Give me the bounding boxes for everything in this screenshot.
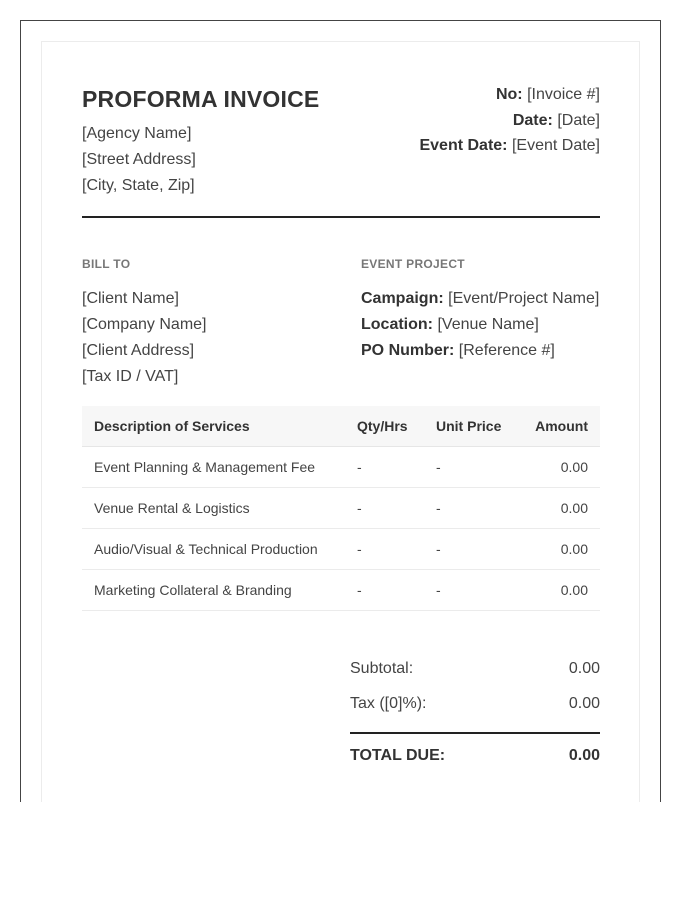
header-divider — [82, 216, 600, 218]
subtotal-label: Subtotal: — [350, 660, 414, 677]
client-address: [Client Address] — [82, 342, 195, 359]
invoice-number-label: No: — [495, 86, 523, 103]
po-number-value: [Reference #] — [458, 342, 555, 359]
total-due-row — [350, 734, 600, 774]
event-date-row — [419, 133, 600, 159]
table-header-row — [82, 406, 600, 447]
agency-street: [Street Address] — [82, 151, 196, 168]
row-amount: 0.00 — [516, 570, 600, 611]
row-amount: 0.00 — [516, 529, 600, 570]
bill-to-section — [82, 251, 207, 390]
invoice-header — [82, 82, 600, 216]
table-row — [82, 529, 600, 570]
event-project-heading: EVENT PROJECT — [361, 257, 465, 271]
row-description: Marketing Collateral & Branding — [82, 570, 357, 611]
row-description: Event Planning & Management Fee — [82, 447, 357, 488]
po-number-row — [361, 338, 599, 364]
header-description: Description of Services — [82, 406, 357, 447]
invoice-date-label: Date: — [512, 111, 553, 129]
row-qty: - — [357, 570, 436, 611]
po-number-label: PO Number: — [361, 342, 455, 359]
tax-row — [350, 690, 600, 725]
campaign-value: [Event/Project Name] — [448, 290, 600, 307]
table-row — [82, 488, 600, 529]
header-amount: Amount — [516, 406, 600, 447]
totals-block — [350, 655, 600, 774]
agency-block — [82, 121, 196, 199]
row-description: Audio/Visual & Technical Production — [82, 529, 357, 570]
table-row — [82, 570, 600, 611]
row-unit-price: - — [436, 447, 516, 488]
row-unit-price: - — [436, 570, 516, 611]
invoice-date-row — [419, 108, 600, 134]
location-value: [Venue Name] — [437, 316, 539, 333]
tax-label: Tax ([0]%): — [350, 695, 427, 712]
total-due-value: 0.00 — [568, 747, 600, 764]
campaign-label: Campaign: — [361, 290, 444, 307]
total-due-label: TOTAL DUE: — [350, 747, 446, 764]
event-date-label: Event Date: — [419, 137, 508, 154]
table-row — [82, 447, 600, 488]
row-qty: - — [357, 447, 436, 488]
row-unit-price: - — [436, 529, 516, 570]
header-unit-price: Unit Price — [436, 406, 516, 447]
tax-value: 0.00 — [568, 695, 600, 712]
services-table — [82, 406, 600, 611]
row-unit-price: - — [436, 488, 516, 529]
subtotal-value: 0.00 — [568, 660, 600, 677]
campaign-row — [361, 286, 599, 312]
event-project-section — [361, 251, 599, 364]
row-description: Venue Rental & Logistics — [82, 488, 357, 529]
row-amount: 0.00 — [516, 447, 600, 488]
agency-city: [City, State, Zip] — [82, 177, 195, 194]
invoice-date-value: [Date] — [557, 111, 600, 129]
agency-name: [Agency Name] — [82, 125, 192, 142]
location-row — [361, 312, 599, 338]
header-qty: Qty/Hrs — [357, 406, 436, 447]
event-date-value: [Event Date] — [511, 137, 600, 154]
location-label: Location: — [361, 316, 433, 333]
company-name: [Company Name] — [82, 316, 207, 333]
row-amount: 0.00 — [516, 488, 600, 529]
tax-id: [Tax ID / VAT] — [82, 368, 179, 385]
invoice-meta — [419, 82, 600, 159]
invoice-number-row — [419, 82, 600, 108]
client-name: [Client Name] — [82, 290, 179, 307]
subtotal-row — [350, 655, 600, 690]
row-qty: - — [357, 529, 436, 570]
invoice-number-value: [Invoice #] — [527, 86, 600, 103]
row-qty: - — [357, 488, 436, 529]
invoice-title: PROFORMA INVOICE — [82, 86, 320, 112]
bill-to-heading: BILL TO — [82, 257, 131, 271]
